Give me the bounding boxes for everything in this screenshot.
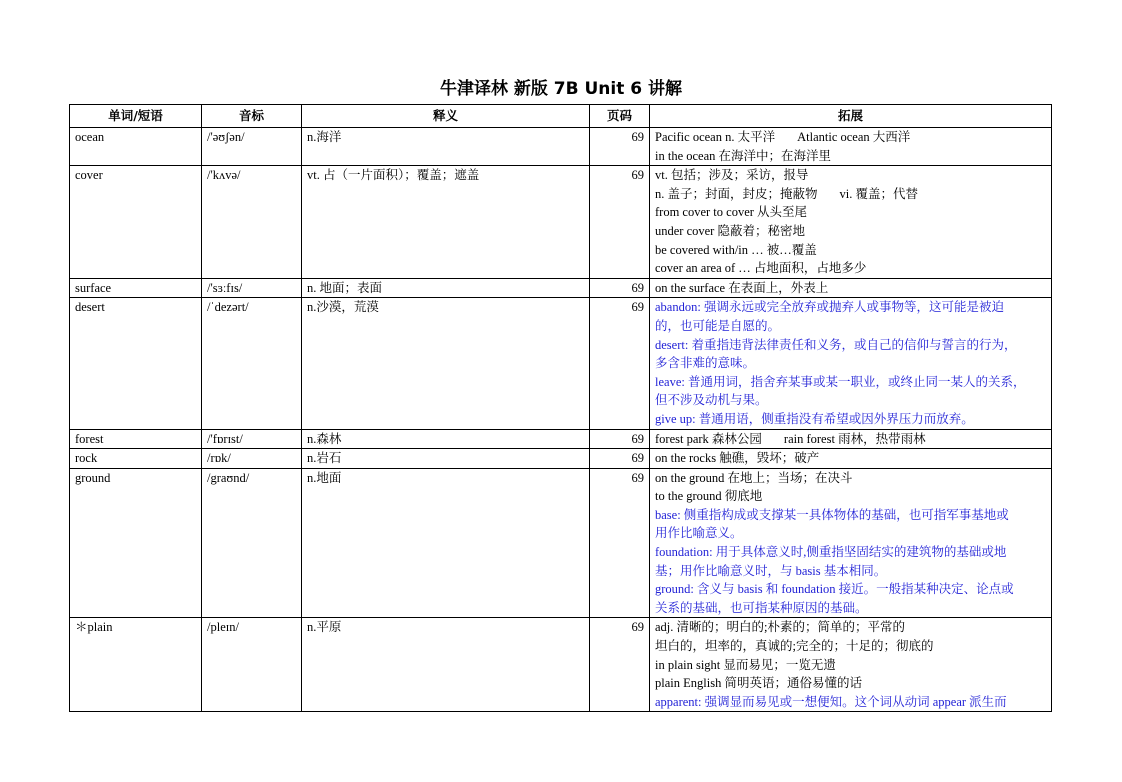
extension-line <box>655 222 1046 241</box>
phonetic-cell: /'kʌvə/ <box>202 166 302 279</box>
extension-text: 基；用作比喻意义时，与 basis 基本相同。 <box>655 563 887 578</box>
extension-line <box>655 580 1046 599</box>
header-page: 页码 <box>590 105 650 128</box>
meaning-cell: n.岩石 <box>302 449 590 469</box>
word-cell: ＊plain <box>70 618 202 712</box>
header-meaning: 释义 <box>302 105 590 128</box>
extension-text: from cover to cover 从头至尾 <box>655 205 808 220</box>
extension-text: give up: 普通用语，侧重指没有希望或因外界压力而放弃。 <box>655 411 974 426</box>
extension-text: apparent: 强调显而易见或一想便知。这个词从动词 appear 派生而 <box>655 694 1007 709</box>
word-cell: forest <box>70 429 202 449</box>
meaning-cell: n. 地面；表面 <box>302 278 590 298</box>
meaning-cell: vt. 占（一片面积）；覆盖；遮盖 <box>302 166 590 279</box>
extension-text: 多含非难的意味。 <box>655 356 756 371</box>
page-cell: 69 <box>590 449 650 469</box>
extension-line <box>655 166 1046 185</box>
word-cell: surface <box>70 278 202 298</box>
extension-text: 但不涉及动机与果。 <box>655 393 768 408</box>
meaning-cell: n.森林 <box>302 429 590 449</box>
page-cell: 69 <box>590 618 650 712</box>
extension-text: plain English 简明英语；通俗易懂的话 <box>655 676 862 691</box>
phonetic-cell: /ˈdezərt/ <box>202 298 302 429</box>
meaning-cell: n.沙漠，荒漠 <box>302 298 590 429</box>
table-row <box>70 429 1052 449</box>
extension-cell <box>650 449 1052 469</box>
extension-line <box>655 487 1046 506</box>
extension-text: 坦白的，坦率的，真诚的;完全的；十足的；彻底的 <box>655 639 934 654</box>
extension-text: base: 侧重指构成或支撑某一具体物体的基础，也可指军事基地或 <box>655 507 1009 522</box>
extension-text: abandon: 强调永远或完全放弃或抛弃人或事物等，这可能是被迫 <box>655 300 1004 315</box>
extension-text: desert: 着重指违背法律责任和义务，或自己的信仰与誓言的行为， <box>655 337 1017 352</box>
table-row <box>70 278 1052 298</box>
extension-cell <box>650 618 1052 712</box>
page-cell: 69 <box>590 468 650 618</box>
word-cell: ground <box>70 468 202 618</box>
extension-text: in the ocean 在海洋中；在海洋里 <box>655 148 832 163</box>
page-cell: 69 <box>590 278 650 298</box>
extension-text: 关系的基础，也可指某种原因的基础。 <box>655 600 868 615</box>
extension-text: Pacific ocean n. 太平洋 <box>655 130 776 144</box>
extension-line <box>655 373 1046 392</box>
extension-text: on the surface 在表面上，外表上 <box>655 280 829 295</box>
extension-line <box>655 391 1046 410</box>
vocabulary-table <box>69 104 1052 712</box>
extension-text: forest park 森林公园 <box>655 431 762 446</box>
meaning-cell: n.地面 <box>302 468 590 618</box>
page-cell: 69 <box>590 298 650 429</box>
header-extension: 拓展 <box>650 105 1052 128</box>
extension-line <box>655 562 1046 581</box>
header-phonetic: 音标 <box>202 105 302 128</box>
extension-cell <box>650 298 1052 429</box>
table-header-row <box>70 105 1052 128</box>
extension-line <box>655 430 1046 449</box>
extension-line <box>655 693 1046 712</box>
extension-line <box>655 336 1046 355</box>
extension-text: be covered with/in … 被…覆盖 <box>655 242 817 257</box>
extension-line <box>655 506 1046 525</box>
phonetic-cell: /'əʊʃən/ <box>202 128 302 166</box>
extension-text: under cover 隐蔽着；秘密地 <box>655 223 805 238</box>
meaning-cell: n.平原 <box>302 618 590 712</box>
page-cell: 69 <box>590 128 650 166</box>
extension-line <box>655 449 1046 468</box>
extension-cell <box>650 278 1052 298</box>
extension-line <box>655 128 1046 147</box>
phonetic-cell: /'fɒrɪst/ <box>202 429 302 449</box>
extension-line <box>655 354 1046 373</box>
extension-line <box>655 543 1046 562</box>
extension-text: 用作比喻意义。 <box>655 526 743 541</box>
extension-extra-text: Atlantic ocean 大西洋 <box>797 130 911 144</box>
table-body <box>70 128 1052 712</box>
extension-cell <box>650 166 1052 279</box>
extension-line <box>655 656 1046 675</box>
phonetic-cell: /pleɪn/ <box>202 618 302 712</box>
table-row <box>70 298 1052 429</box>
extension-line <box>655 524 1046 543</box>
phonetic-cell: /'sɜːfɪs/ <box>202 278 302 298</box>
table-row <box>70 449 1052 469</box>
extension-line <box>655 298 1046 317</box>
extension-text: foundation: 用于具体意义时,侧重指坚固结实的建筑物的基础或地 <box>655 545 1007 560</box>
extension-line <box>655 637 1046 656</box>
extension-text: vt. 包括；涉及；采访，报导 <box>655 168 809 183</box>
extension-line <box>655 618 1046 637</box>
extension-cell <box>650 429 1052 449</box>
extension-line <box>655 203 1046 222</box>
extension-text: leave: 普通用词，指舍弃某事或某一职业，或终止同一某人的关系， <box>655 374 1026 389</box>
extension-line <box>655 674 1046 693</box>
extension-text: cover an area of … 占地面积，占地多少 <box>655 261 867 276</box>
extension-text: in plain sight 显而易见；一览无遗 <box>655 657 836 672</box>
table-row <box>70 618 1052 712</box>
extension-line <box>655 147 1046 166</box>
extension-text: n. 盖子；封面，封皮；掩蔽物 <box>655 186 818 201</box>
extension-extra-text: vi. 覆盖；代替 <box>839 186 918 201</box>
extension-cell <box>650 128 1052 166</box>
extension-text: ground: 含义与 basis 和 foundation 接近。一般指某种决定、论点或 <box>655 582 1014 597</box>
word-cell: desert <box>70 298 202 429</box>
document-title: 牛津译林 新版 7B Unit 6 讲解 <box>439 79 683 99</box>
phonetic-cell: /graʊnd/ <box>202 468 302 618</box>
page-cell: 69 <box>590 166 650 279</box>
extension-extra-text: rain forest 雨林，热带雨林 <box>783 431 926 446</box>
extension-text: adj. 清晰的；明白的;朴素的；简单的；平常的 <box>655 620 905 635</box>
extension-text: to the ground 彻底地 <box>655 489 763 504</box>
page-cell: 69 <box>590 429 650 449</box>
extension-line <box>655 599 1046 618</box>
extension-line <box>655 317 1046 336</box>
extension-text: on the rocks 触礁，毁坏；破产 <box>655 451 820 466</box>
word-cell: ocean <box>70 128 202 166</box>
word-cell: rock <box>70 449 202 469</box>
extension-line <box>655 410 1046 429</box>
extension-text: on the ground 在地上；当场；在决斗 <box>655 470 853 485</box>
meaning-cell: n.海洋 <box>302 128 590 166</box>
extension-line <box>655 279 1046 298</box>
extension-line <box>655 241 1046 260</box>
table-row <box>70 128 1052 166</box>
table-row <box>70 468 1052 618</box>
extension-text: 的，也可能是自愿的。 <box>655 318 781 333</box>
phonetic-cell: /rɒk/ <box>202 449 302 469</box>
word-cell: cover <box>70 166 202 279</box>
table-row <box>70 166 1052 279</box>
extension-cell <box>650 468 1052 618</box>
extension-line <box>655 469 1046 488</box>
extension-line <box>655 259 1046 278</box>
header-word: 单词/短语 <box>70 105 202 128</box>
extension-line <box>655 185 1046 204</box>
